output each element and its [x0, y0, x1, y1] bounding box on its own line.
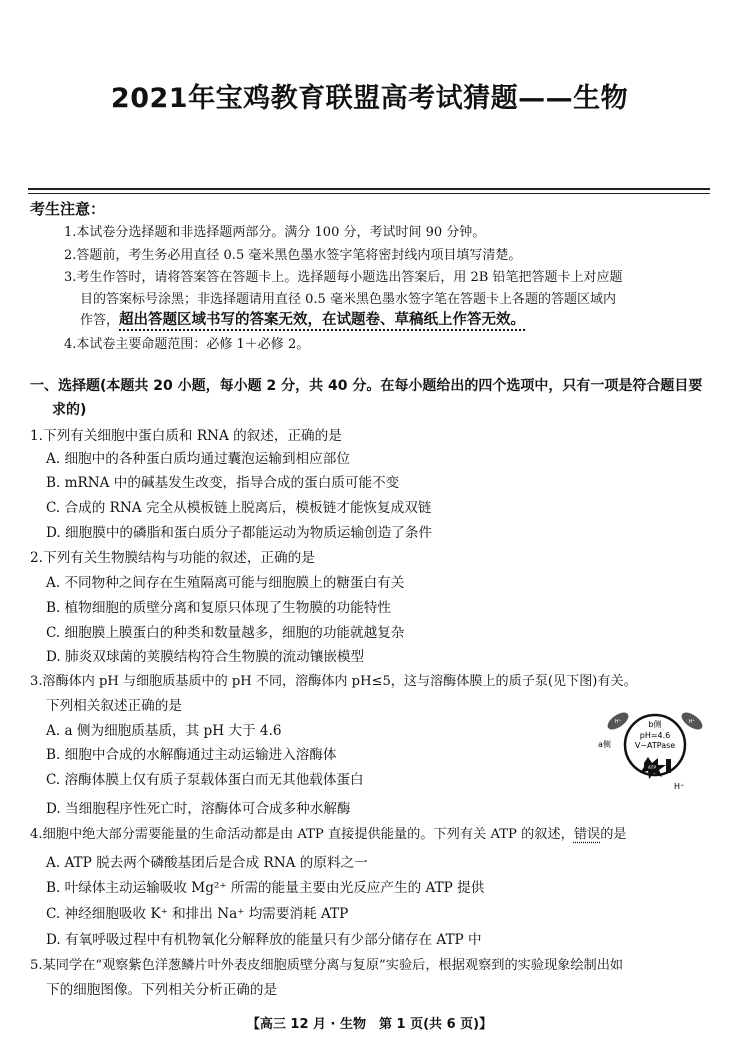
- option: D. 当细胞程序性死亡时，溶酶体可合成多种水解酶: [46, 801, 351, 817]
- option: C. 细胞膜上膜蛋白的种类和数量越多，细胞的功能就越复杂: [46, 625, 405, 641]
- proton-pump-diagram: [596, 703, 714, 791]
- option: B. 叶绿体主动运输吸收 Mg²⁺ 所需的能量主要由光反应产生的 ATP 提供: [46, 880, 485, 896]
- question-stem: 1.下列有关细胞中蛋白质和 RNA 的叙述，正确的是: [30, 428, 342, 444]
- stem-text: 4.细胞中绝大部分需要能量的生命活动都是由 ATP 直接提供能量的。下列有关 ATP 的叙述，: [30, 827, 574, 842]
- b-side-label: b侧: [648, 720, 662, 729]
- option: D. 有氧呼吸过程中有机物氧化分解释放的能量只有少部分储存在 ATP 中: [46, 932, 482, 948]
- option: C. 神经细胞吸收 K⁺ 和排出 Na⁺ 均需要消耗 ATP: [46, 906, 349, 922]
- question-stem: [30, 823, 627, 842]
- notice-item: [80, 308, 525, 329]
- option: B. 细胞中合成的水解酶通过主动运输进入溶酶体: [46, 747, 337, 763]
- option: A. 细胞中的各种蛋白质均通过囊泡运输到相应部位: [46, 451, 350, 467]
- header-rule-thin: [28, 193, 710, 194]
- option: D. 细胞膜中的磷脂和蛋白质分子都能运动为物质运输创造了条件: [46, 525, 433, 541]
- pump-protein: [666, 759, 671, 773]
- question-stem: 2.下列有关生物膜结构与功能的叙述，正确的是: [30, 550, 315, 566]
- left-channel-label: H⁺: [614, 719, 622, 725]
- question-stem: 3.溶酶体内 pH 与细胞质基质中的 pH 不同，溶酶体内 pH≤5，这与溶酶体膜上的质子泵(见下图)有关。: [30, 674, 637, 689]
- option: B. 植物细胞的质壁分离和复原只体现了生物膜的功能特性: [46, 600, 391, 616]
- right-channel-label: H⁺: [688, 719, 696, 725]
- atp-label: ATP: [647, 766, 657, 771]
- option: B. mRNA 中的碱基发生改变，指导合成的蛋白质可能不变: [46, 475, 400, 491]
- option: A. 不同物种之间存在生殖隔离可能与细胞膜上的糖蛋白有关: [46, 575, 405, 591]
- notice-item: 2.答题前，考生务必用直径 0.5 毫米黑色墨水签字笔将密封线内项目填写清楚。: [64, 248, 522, 263]
- option: C. 溶酶体膜上仅有质子泵载体蛋白而无其他载体蛋白: [46, 772, 364, 788]
- stem-text-end: 的是: [600, 827, 627, 842]
- exam-title: 2021年宝鸡教育联盟高考试猜题——生物: [110, 83, 629, 114]
- ph-label: pH=4.6: [639, 731, 671, 740]
- stem-emphasis: 错误: [573, 827, 601, 842]
- notice-item: 1.本试卷分选择题和非选择题两部分。满分 100 分，考试时间 90 分钟。: [64, 225, 486, 240]
- notice-text: 作答，: [80, 313, 120, 328]
- notice-emphasis: 超出答题区域书写的答案无效，在试题卷、草稿纸上作答无效。: [119, 312, 526, 328]
- notice-item: 4.本试卷主要命题范围：必修 1＋必修 2。: [64, 337, 310, 352]
- question-stem: 5.某同学在“观察紫色洋葱鳞片叶外表皮细胞质壁分离与复原”实验后，根据观察到的实验现象绘制出如: [30, 958, 624, 973]
- option: A. ATP 脱去两个磷酸基团后是合成 RNA 的原料之一: [46, 855, 368, 871]
- notice-heading: 考生注意：: [30, 200, 106, 218]
- option: A. a 侧为细胞质基质，其 pH 大于 4.6: [46, 723, 282, 739]
- page-footer: 【高三 12 月 · 生物 第 1 页(共 6 页)】: [246, 1017, 493, 1032]
- section-heading-cont: 求的): [52, 402, 87, 418]
- a-side-label: a侧: [598, 740, 611, 749]
- section-heading: 一、选择题(本题共 20 小题，每小题 2 分，共 40 分。在每小题给出的四个选项中，只有一项是符合题目要: [30, 378, 703, 394]
- option: D. 肺炎双球菌的荚膜结构符合生物膜的流动镶嵌模型: [46, 649, 365, 665]
- atpase-label: V−ATPase: [634, 741, 676, 750]
- notice-item: 目的答案标号涂黑；非选择题请用直径 0.5 毫米黑色墨水签字笔在答题卡上各题的答题区域内: [80, 292, 616, 307]
- question-stem-cont: 下的细胞图像。下列相关分析正确的是: [46, 982, 278, 998]
- option: C. 合成的 RNA 完全从模板链上脱离后，模板链才能恢复成双链: [46, 500, 432, 516]
- h-plus-label: H⁺: [674, 782, 685, 791]
- question-stem-cont: 下列相关叙述正确的是: [46, 698, 182, 714]
- notice-item: 3.考生作答时，请将答案答在答题卡上。选择题每小题选出答案后，用 2B 铅笔把答题卡上对应题: [64, 270, 623, 285]
- header-rule-thick: [28, 188, 710, 190]
